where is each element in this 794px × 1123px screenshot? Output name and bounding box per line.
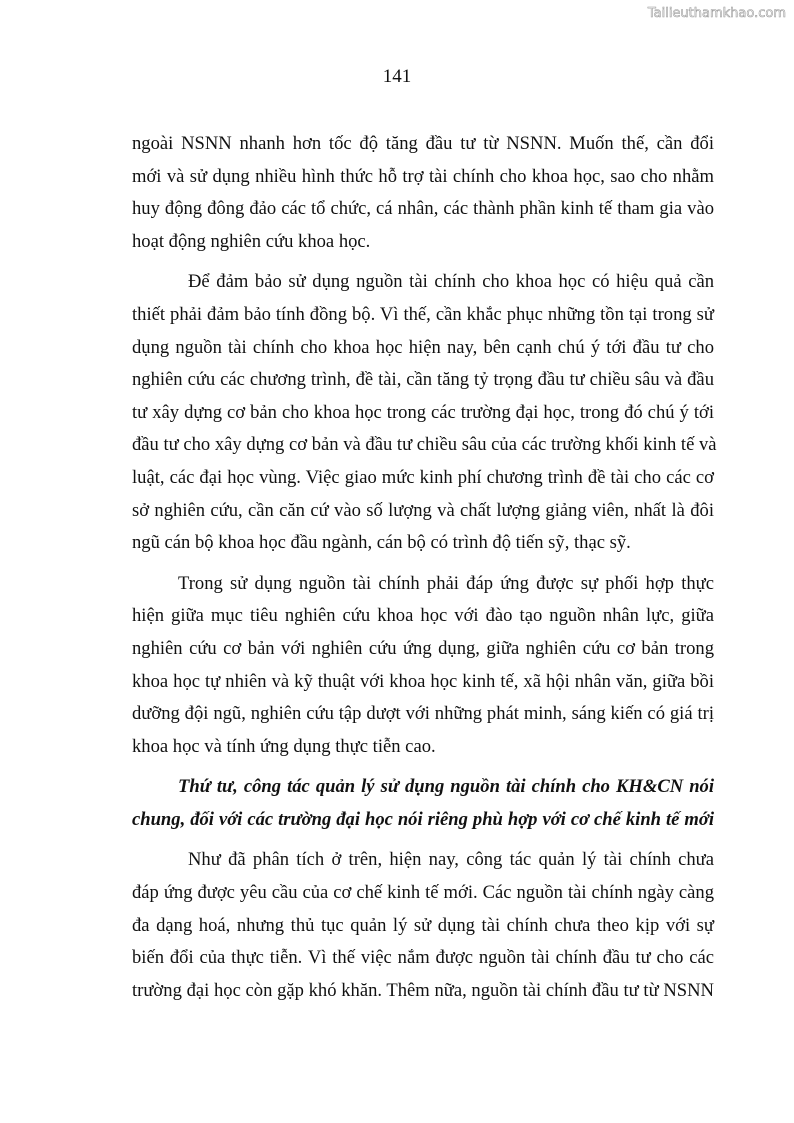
- text-line: luật, các đại học vùng. Việc giao mức kinh phí chương trình đề tài cho các cơ: [132, 466, 714, 488]
- text-line: trường đại học còn gặp khó khăn. Thêm nữa, nguồn tài chính đầu tư từ NSNN: [132, 979, 714, 1001]
- text-line: ngũ cán bộ khoa học đầu ngành, cán bộ có trình độ tiến sỹ, thạc sỹ.: [132, 532, 631, 554]
- text-line: khoa học tự nhiên và kỹ thuật với khoa học kinh tế, xã hội nhân văn, giữa bồi: [132, 670, 714, 692]
- text-line: ngoài NSNN nhanh hơn tốc độ tăng đầu tư từ NSNN. Muốn thế, cần đổi: [132, 133, 714, 154]
- watermark: Tailieuthamkhao.com: [647, 6, 786, 21]
- text-line: sở nghiên cứu, cần căn cứ vào số lượng và chất lượng giảng viên, nhất là đôi: [132, 499, 714, 521]
- text-line: đầu tư cho xây dựng cơ bản và đầu tư chiều sâu của các trường khối kinh tế và: [132, 434, 717, 456]
- text-line: nghiên cứu các chương trình, đề tài, cần tăng tỷ trọng đầu tư chiều sâu và đầu: [132, 369, 714, 391]
- text-line: nghiên cứu cơ bản với nghiên cứu ứng dụng, giữa nghiên cứu cơ bản trong: [132, 637, 714, 659]
- text-line: huy động đông đảo các tổ chức, cá nhân, các thành phần kinh tế tham gia vào: [132, 198, 714, 220]
- text-line: khoa học và tính ứng dụng thực tiễn cao.: [132, 735, 436, 757]
- text-line: Để đảm bảo sử dụng nguồn tài chính cho khoa học có hiệu quả cần: [188, 271, 714, 293]
- text-line: đáp ứng được yêu cầu của cơ chế kinh tế mới. Các nguồn tài chính ngày càng: [132, 882, 714, 904]
- document-body: [132, 128, 717, 1007]
- text-line: Trong sử dụng nguồn tài chính phải đáp ứng được sự phối hợp thực: [178, 572, 714, 594]
- text-line: hoạt động nghiên cứu khoa học.: [132, 230, 371, 252]
- text-line: dụng nguồn tài chính cho khoa học hiện nay, bên cạnh chú ý tới đầu tư cho: [132, 336, 714, 358]
- page-number: 141: [382, 66, 412, 87]
- text-line: dưỡng đội ngũ, nghiên cứu tập dượt với những phát minh, sáng kiến có giá trị: [132, 703, 714, 725]
- paragraph-coordination: [132, 568, 714, 764]
- paragraph-management: [132, 844, 714, 1007]
- text-line: mới và sử dụng nhiều hình thức hỗ trợ tài chính cho khoa học, sao cho nhằm: [132, 165, 714, 187]
- heading-line: chung, đối với các trường đại học nói riêng phù hợp với cơ chế kinh tế mới: [132, 808, 714, 830]
- text-line: đa dạng hoá, nhưng thủ tục quản lý sử dụng tài chính chưa theo kịp với sự: [132, 914, 714, 936]
- text-line: Như đã phân tích ở trên, hiện nay, công tác quản lý tài chính chưa: [188, 849, 714, 871]
- text-line: hiện giữa mục tiêu nghiên cứu khoa học với đào tạo nguồn nhân lực, giữa: [132, 605, 714, 627]
- heading-line: Thứ tư, công tác quản lý sử dụng nguồn tài chính cho KH&CN nói: [178, 776, 714, 798]
- text-line: tư xây dựng cơ bản cho khoa học trong các trường đại học, trong đó chú ý tới: [132, 401, 714, 423]
- paragraph-continuation: [132, 128, 714, 258]
- text-line: thiết phải đảm bảo tính đồng bộ. Vì thế, cần khắc phục những tồn tại trong sử: [132, 303, 714, 325]
- text-line: biến đổi của thực tiễn. Vì thế việc nắm được nguồn tài chính đầu tư cho các: [132, 947, 714, 969]
- section-heading: [132, 771, 714, 836]
- paragraph-financial-sync: [132, 266, 717, 559]
